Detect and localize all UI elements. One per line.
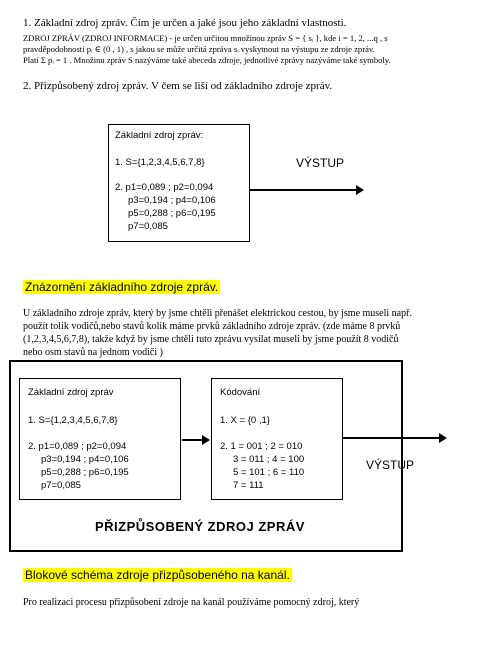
output-arrow-1 xyxy=(250,189,358,191)
para-line4: nebo osm stavů na jednom vodiči ) xyxy=(23,347,163,358)
adapted-basic-prob-4: p7=0,085 xyxy=(41,480,81,491)
coding-line-4: 7 = 111 xyxy=(233,480,264,491)
coding-line-2: 3 = 011 ; 4 = 100 xyxy=(233,454,305,465)
adapted-basic-set: 1. S={1,2,3,4,5,6,7,8} xyxy=(28,415,118,426)
para-line2: použít tolik vodičů,nebo stavů kolik máme prvků základního zdroje zpráv. (zde máme 8 prvků xyxy=(23,321,401,332)
basic-source-prob-4: p7=0,085 xyxy=(128,221,168,232)
coding-title: Kódování xyxy=(220,387,261,398)
coding-line-3: 5 = 101 ; 6 = 110 xyxy=(233,467,305,478)
adapted-basic-source-box xyxy=(19,378,181,500)
basic-source-box xyxy=(108,124,250,242)
basic-source-set: 1. S={1,2,3,4,5,6,7,8} xyxy=(115,157,205,168)
output-label-2: VÝSTUP xyxy=(366,458,415,472)
basic-source-prob-2: p3=0,194 ; p4=0,106 xyxy=(128,195,216,206)
output-arrow-2 xyxy=(343,437,441,439)
adapted-basic-prob-1: 2. p1=0,089 ; p2=0,094 xyxy=(28,441,127,452)
para-line3: (1,2,3,4,5,6,7,8), takže když by jsme chtěli tuto zprávu vysílat museli by jsme použít 8 vodičů xyxy=(23,334,399,345)
adapted-basic-prob-3: p5=0,288 ; p6=0,195 xyxy=(41,467,129,478)
section1-heading: 1. Základní zdroj zpráv. Čím je určen a jaké jsou jeho základní vlastnosti. xyxy=(23,17,347,29)
caption-adapted-source xyxy=(23,566,292,584)
last-line: Pro realizaci procesu přizpůsobení zdroje na kanál používáme pomocný zdroj, který xyxy=(23,597,360,608)
basic-source-prob-3: p5=0,288 ; p6=0,195 xyxy=(128,208,216,219)
coding-box xyxy=(211,378,343,500)
section1-line3: Platí Σ pᵢ = 1 . Množinu zpráv S nazýváme také abeceda zdroje, jednotlivé zprávy nazýváme také symboly. xyxy=(23,55,391,65)
coding-line-1: 2. 1 = 001 ; 2 = 010 xyxy=(220,441,303,452)
coding-set: 1. X = {0 ,1} xyxy=(220,415,270,426)
para-line1: U základního zdroje zpráv, který by jsme chtěli přenášet elektrickou cestou, by jsme museli např. xyxy=(23,308,412,319)
section2-heading: 2. Přizpůsobený zdroj zpráv. V čem se liší od základního zdroje zpráv. xyxy=(23,80,333,92)
caption-adapted-source-text: Blokové schéma zdroje přizpůsobeného na kanál. xyxy=(25,568,290,582)
basic-source-prob-1: 2. p1=0,089 ; p2=0,094 xyxy=(115,182,214,193)
caption-basic-source xyxy=(23,278,220,296)
adapted-basic-title: Základní zdroj zpráv xyxy=(28,387,114,398)
coding-arrow xyxy=(182,439,204,441)
adapted-basic-prob-2: p3=0,194 ; p4=0,106 xyxy=(41,454,129,465)
adapted-source-frame xyxy=(9,360,403,552)
basic-source-title: Základní zdroj zpráv: xyxy=(115,130,204,141)
adapted-source-caption: PŘIZPŮSOBENÝ ZDROJ ZPRÁV xyxy=(95,519,305,534)
caption-basic-source-text: Znázornění základního zdroje zpráv. xyxy=(25,280,219,294)
output-label-1: VÝSTUP xyxy=(296,156,345,170)
section1-line2: pravděpodobností pᵢ ∈ (0 , 1) , s jakou se může určitá zpráva sᵢ vyskytnout na výstupu ze zdroje zpráv. xyxy=(23,44,375,54)
section1-line1: ZDROJ ZPRÁV (ZDROJ INFORMACE) - je určen určitou množinou zpráv S = { sᵢ }, kde i = 1, 2, ...q , s xyxy=(23,33,388,43)
